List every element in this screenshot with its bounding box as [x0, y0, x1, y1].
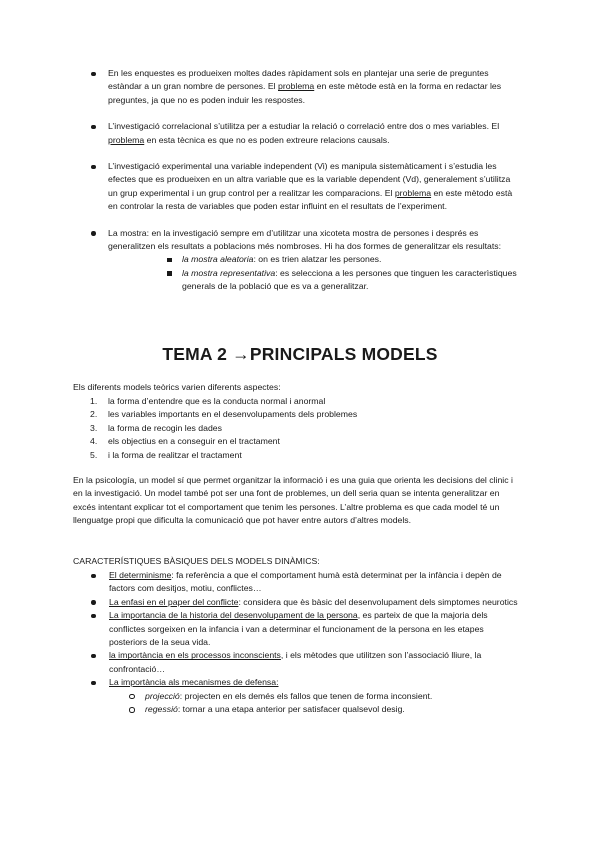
sample-subitem: [0, 253, 600, 266]
bullet-text: En les enquestes es produeixen moltes dades ràpidament sols en plantejar una serie de preguntes estàndar a un gran nombre de persones. El: [108, 68, 489, 92]
bullet-icon: [91, 681, 96, 686]
item-text: la forma d’entendre que es la conducta normal i anormal: [108, 396, 326, 406]
item-number: 4.: [90, 436, 98, 447]
bullet-text: en este mètodo està en controlar la resta de variables que poden estar influint en el resultats de l’experiment.: [108, 187, 513, 212]
square-bullet-icon: [167, 258, 172, 263]
underlined-term: la importància en els processos inconscients: [109, 650, 281, 661]
underlined-term: La importància als mecanismes de defensa:: [109, 677, 279, 688]
underlined-term: problema: [108, 134, 145, 145]
italic-term: projecció: [145, 690, 180, 701]
bullet-icon: [91, 654, 96, 659]
list-item: [73, 422, 357, 435]
list-item: [73, 395, 357, 408]
circle-bullet-icon: [129, 707, 135, 713]
list-item: [0, 120, 600, 147]
bullet-icon: [91, 600, 96, 605]
italic-term: regessió: [145, 704, 178, 715]
research-methods-list: [0, 67, 600, 307]
section-heading: TEMA 2 →PRINCIPALS MODELS: [162, 344, 438, 364]
list-item: [0, 67, 600, 107]
bullet-text: La mostra: en la investigació sempre em d’utilitzar una xicoteta mostra de persones i després es generalitzen els resultats a poblacions més nombroses. Hi ha dos formes de generalitzar els resultats:: [108, 227, 502, 252]
dynamic-models-heading: CARACTERÍSTIQUES BÀSIQUES DELS MODELS DINÀMICS:: [73, 556, 320, 566]
sample-subitem: [0, 267, 600, 294]
underlined-term: La enfasi en el paper del conflicte: [109, 596, 239, 607]
underlined-term: El determinisme: [109, 570, 172, 580]
bullet-text: en este mètode està en la forma en redactar les preguntes, ja que no es poden induir les respostes.: [108, 81, 502, 105]
defense-subitem: [0, 703, 600, 716]
list-item: [73, 449, 357, 462]
item-number: 5.: [90, 449, 98, 460]
item-number: 3.: [90, 422, 98, 433]
bullet-text: , i els mètodes que utilitzen son l’associació lliure, la confrontació…: [109, 650, 482, 674]
bullet-text: L’investigació correlacional s’utilitza per a estudiar la relació o correlació entre dos o mes variables. El: [108, 121, 500, 132]
aspects-list: [73, 395, 357, 462]
bullet-icon: [91, 165, 96, 170]
italic-term: la mostra representativa: [182, 267, 276, 278]
circle-bullet-icon: [129, 694, 135, 700]
underlined-term: problema: [278, 81, 315, 92]
subitem-text: : tornar a una etapa anterior per satisfacer qualsevol desig.: [177, 704, 405, 715]
psychology-paragraph: En la psicología, un model sí que permet organitzar la informació i es una guia que orienta les decisions del clinic i en la investigació. Un model també pot ser una font de problemes, un dell seria quan se intenta generalitzar en excés intentant explicar tot el comportament que tenim les persones. L’altre problema es que cada model té un llenguatge propi que dificulta la comunicació que pot haver entre autors d’altres models.: [73, 475, 513, 526]
list-item: [73, 408, 357, 421]
defense-subitem: [0, 690, 600, 703]
dynamic-models-list: [0, 569, 600, 716]
list-item: [0, 596, 600, 609]
list-item: [0, 569, 600, 596]
bullet-text: L’investigació experimental una variable independent (Vi) es manipula sistemàticament i s’estudia les efectes que es produeixen en un altra variable que es la variable dependent (Vd), generalement s’utilitza un grup experimental i un grup control per a realitzar les comparacions. El: [108, 161, 511, 198]
item-text: els objectius en a conseguir en el tractament: [108, 436, 280, 447]
bullet-text: : fa referència a que el comportament humà està determinat per la infància i depèn de factors com desitjos, motiu, conflictes…: [109, 570, 502, 594]
item-text: la forma de recogin les dades: [108, 422, 222, 433]
bullet-icon: [91, 614, 96, 619]
underlined-term: problema: [394, 187, 432, 198]
subitem-text: : es selecciona a les persones que tinguen les caracterìstiques generals de la població que es va a generalitzar.: [182, 267, 517, 292]
list-item: [73, 435, 357, 448]
list-item: [0, 227, 600, 294]
underlined-term: La importancia de la historia del desenvolupament de la persona: [109, 610, 358, 621]
item-number: 1.: [90, 396, 98, 406]
list-item: [0, 160, 600, 214]
bullet-icon: [91, 231, 96, 236]
italic-term: la mostra aleatoria: [182, 254, 254, 265]
bullet-text: , es parteix de que la majoria dels conflictes sorgeixen en la infancia i van a determinar el funcionament de la persona en les etapes posteriors de la seua vida.: [109, 610, 488, 648]
bullet-text: : considera que ès bàsic del desenvolupament dels simptomes neurotics: [238, 596, 518, 607]
subitem-text: : on es trien alatzar les persones.: [253, 254, 382, 265]
item-text: les variables importants en el desenvolupaments dels problemes: [108, 409, 358, 420]
bullet-icon: [91, 125, 96, 130]
item-text: i la forma de realitzar el tractament: [108, 449, 242, 460]
bullet-text: en esta tècnica es que no es poden extreure relacions causals.: [144, 134, 390, 145]
bullet-icon: [91, 574, 96, 579]
list-item: [0, 609, 600, 649]
item-number: 2.: [90, 409, 98, 420]
list-item: [0, 676, 600, 716]
models-intro: Els diferents models teòrics varien diferents aspectes:: [73, 382, 281, 392]
square-bullet-icon: [167, 271, 172, 276]
bullet-icon: [91, 72, 96, 77]
subitem-text: : projecten en els demés els fallos que tenen de forma inconsient.: [179, 690, 433, 701]
list-item: [0, 649, 600, 676]
